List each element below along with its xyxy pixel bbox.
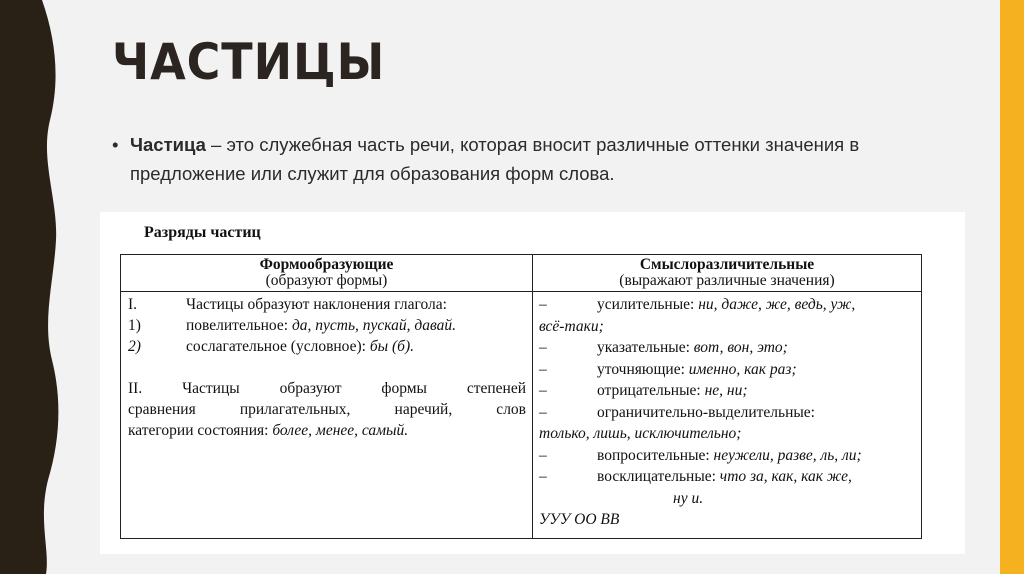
list-item: – ограничительно-выделительные: xyxy=(539,403,815,421)
definition-term: Частица xyxy=(130,134,206,155)
list-item: – усилительные: ни, даже, же, ведь, уж, xyxy=(539,296,856,313)
col2-header xyxy=(533,255,922,292)
col2-subheading: (выражают различные значения) xyxy=(619,272,835,289)
slide-title: ЧАСТИЦЫ xyxy=(112,33,386,91)
list-item-cont: категории состояния: более, менее, самый. xyxy=(128,422,409,439)
list-item: – уточняющие: именно, как раз; xyxy=(539,360,797,378)
definition-body: – это служебная часть речи, которая вносит различные оттенки значения в предложение или служит для образования форм слова. xyxy=(130,134,860,184)
list-item: 1) повелительное: да, пусть, пускай, давай. xyxy=(128,317,456,334)
list-item-cont: сравнения прилагательных, наречий, слов xyxy=(128,401,526,418)
col2-heading: Смыслоразличительные xyxy=(639,256,815,273)
definition-bullet xyxy=(112,130,932,188)
col2-cell xyxy=(533,292,922,539)
table-header-row xyxy=(121,255,922,292)
table-body-row xyxy=(121,292,922,539)
list-item: 2) сослагательное (условное): бы (б). xyxy=(128,338,415,355)
decorative-wavy-border xyxy=(0,0,62,574)
col1-subheading: (образуют формы) xyxy=(265,272,388,289)
table-footer-note: УУУ ОО ВВ xyxy=(539,511,620,528)
list-item: – отрицательные: не, ни; xyxy=(539,382,748,399)
list-item: I. Частицы образуют наклонения глагола: xyxy=(128,296,447,313)
table-image-panel xyxy=(100,212,965,554)
particles-table xyxy=(120,254,922,539)
list-item-cont: ну и. xyxy=(673,489,704,507)
list-item: – указательные: вот, вон, это; xyxy=(539,339,788,356)
list-item: II. Частицы образуют формы степеней xyxy=(128,380,526,397)
list-item: – вопросительные: неужели, разве, ль, ли; xyxy=(539,446,862,464)
list-item-cont: только, лишь, исключительно; xyxy=(539,425,742,442)
list-item-cont: всё-таки; xyxy=(539,317,604,335)
col1-heading: Формообразующие xyxy=(259,256,394,273)
table-caption: Разряды частиц xyxy=(144,224,261,241)
definition-text xyxy=(130,130,932,188)
accent-bar xyxy=(1000,0,1024,574)
list-item: – восклицательные: что за, как, как же, xyxy=(539,468,852,485)
col1-cell xyxy=(121,292,533,539)
bullet-icon: • xyxy=(112,134,119,155)
col1-header xyxy=(121,255,533,292)
